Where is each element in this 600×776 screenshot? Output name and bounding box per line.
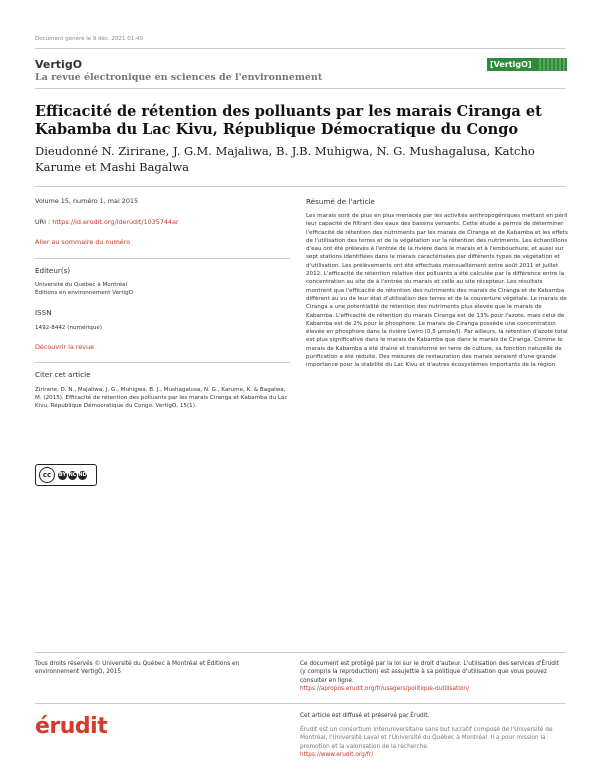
logo-text: [VertigO] — [490, 60, 532, 69]
divider — [35, 258, 290, 259]
erudit-logo[interactable]: érudit — [35, 714, 108, 739]
logo-stripe — [539, 58, 567, 71]
article-title: Efficacité de rétention des polluants par les marais Ciranga et Kabamba du Lac Kivu, République Démocratique du Congo — [35, 103, 542, 138]
divider — [35, 652, 566, 653]
journal-subtitle: La revue électronique en sciences de l'environnement — [35, 72, 323, 83]
citation-text: Zirirane, D. N., Majaliwa, J. G., Muhigwa, B. J., Mushagalusa, N. G., Karume, K. & Bagalwa, M. (2015). Efficacité de rétention des polluants par les marais Ciranga et Kabamba du Lac Kivu, République Démocratique du Congo. VertigO, 15(1). — [35, 387, 288, 410]
divider — [35, 703, 566, 704]
uri-label: URI : — [35, 218, 53, 226]
vertigo-logo — [487, 58, 567, 71]
editor-1: Université du Québec à Montréal — [35, 282, 128, 288]
issn-value: 1492-8442 (numérique) — [35, 325, 103, 331]
diffusion-notice — [300, 712, 566, 720]
rights-notice: Tous droits réservés © Université du Québec à Montréal et Éditions en environnement VertigO, 2015 — [35, 661, 240, 676]
journal-name: VertigO — [35, 58, 83, 71]
divider — [35, 48, 566, 49]
erudit-link[interactable]: https://www.erudit.org/fr/ — [300, 752, 374, 759]
cite-label: Citer cet article — [35, 370, 91, 379]
consortium-text: Érudit est un consortium interuniversitaire sans but lucratif composé de l'Université de Montréal, l'Université Laval et l'Université du Québec à Montréal. Il a pour mission la promotion et la valorisation de la recherche. — [300, 727, 553, 750]
divider — [35, 88, 566, 89]
discover-link[interactable]: Découvrir la revue — [35, 343, 95, 351]
divider — [35, 362, 290, 363]
article-authors: Dieudonné N. Zirirane, J. G.M. Majaliwa, B. J.B. Muhigwa, N. G. Mushagalusa, Katcho Karume et Mashi Bagalwa — [35, 144, 535, 174]
editor-2: Éditions en environnement VertigO — [35, 290, 134, 296]
summary-link[interactable]: Aller au sommaire du numéro — [35, 238, 131, 246]
policy-link[interactable]: https://apropos.erudit.org/fr/usagers/politique-dutilisation/ — [300, 686, 470, 693]
cc-icon: cc — [39, 467, 55, 483]
nc-icon: NC — [68, 472, 77, 478]
by-icon: BY — [58, 472, 67, 478]
copyright-notice — [300, 660, 566, 694]
generation-date: Document généré le 9 déc. 2021 01:40 — [35, 36, 144, 42]
editors-label: Éditeur(s) — [35, 266, 71, 275]
volume-info: Volume 15, numéro 1, mai 2015 — [35, 197, 139, 205]
consortium-notice — [300, 726, 566, 760]
abstract-label: Résumé de l'article — [306, 197, 375, 206]
divider — [35, 186, 566, 187]
abstract-text: Les marais sont de plus en plus menacés par les activités anthropogéniques mettant en péril leur capacité de filtrant des eaux des bassins versants. Cette étude a permis de déterminer l'efficacité de rétention des nutriments par les marais de Ciranga et de Kabamba et les effets de l'utilisation des terres et de la végétation sur la rétention des nutriments. Les échantillons d'eau ont été prélevés à l'entrée de la rivière dans le marais et à l'embouchure, et aussi sur sept stations identifiées dans le marais caractérisées par différents types de végétation et d'utilisation. Les prélèvements ont été effectués mensuellement entre août 2011 et juillet 2012. L'efficacité de rétention relative des polluants a été calculée par la différence entre la concentration au site de à l'entrée du marais et celle au site récepteur. Les résultats montrent que l'efficacité de rétention des nutriments des marais de Ciranga et de Kabamba diffèrent au vu de leur état d'utilisation des terres et de la couverture végétale. Le marais de Ciranga a une potentialité de rétention des nutriments plus élevée que le marais de Kabamba. L'efficacité de rétention du marais Ciranga est de 13% pour l'azote, mais celui de Kabamba est de 2% pour le phosphore. Le marais de Ciranga possède une concentration élevée en phosphore dans la rivière Lwiro (0,5 µmole/l). Par ailleurs, la rétention d'azote total est plus significative dans le marais de Kabamba que dans le marais de Ciranga. Comme le marais de Kabamba a été drainé et transformé en terre de culture, sa fonction naturelle de purification a été réduite. Des mesures de restauration des marais seraient d'une grande importance pour la stabilité du Lac Kivu et d'autres écosystèmes importants de la région. — [306, 213, 568, 369]
nd-icon: ND — [78, 472, 87, 478]
copyright-text: Ce document est protégé par la loi sur le droit d'auteur. L'utilisation des services d'Érudit (y compris la reproduction) est assujettie à sa politique d'utilisation que vous pouvez consulter en ligne. — [300, 661, 559, 684]
cc-license-badge[interactable] — [35, 464, 97, 486]
uri-line — [35, 218, 179, 226]
diffusion-text: Cet article est diffusé et préservé par Érudit. — [300, 713, 430, 719]
uri-link[interactable]: https://id.erudit.org/iderudit/1035744ar — [52, 218, 179, 226]
issn-label: ISSN — [35, 308, 52, 317]
